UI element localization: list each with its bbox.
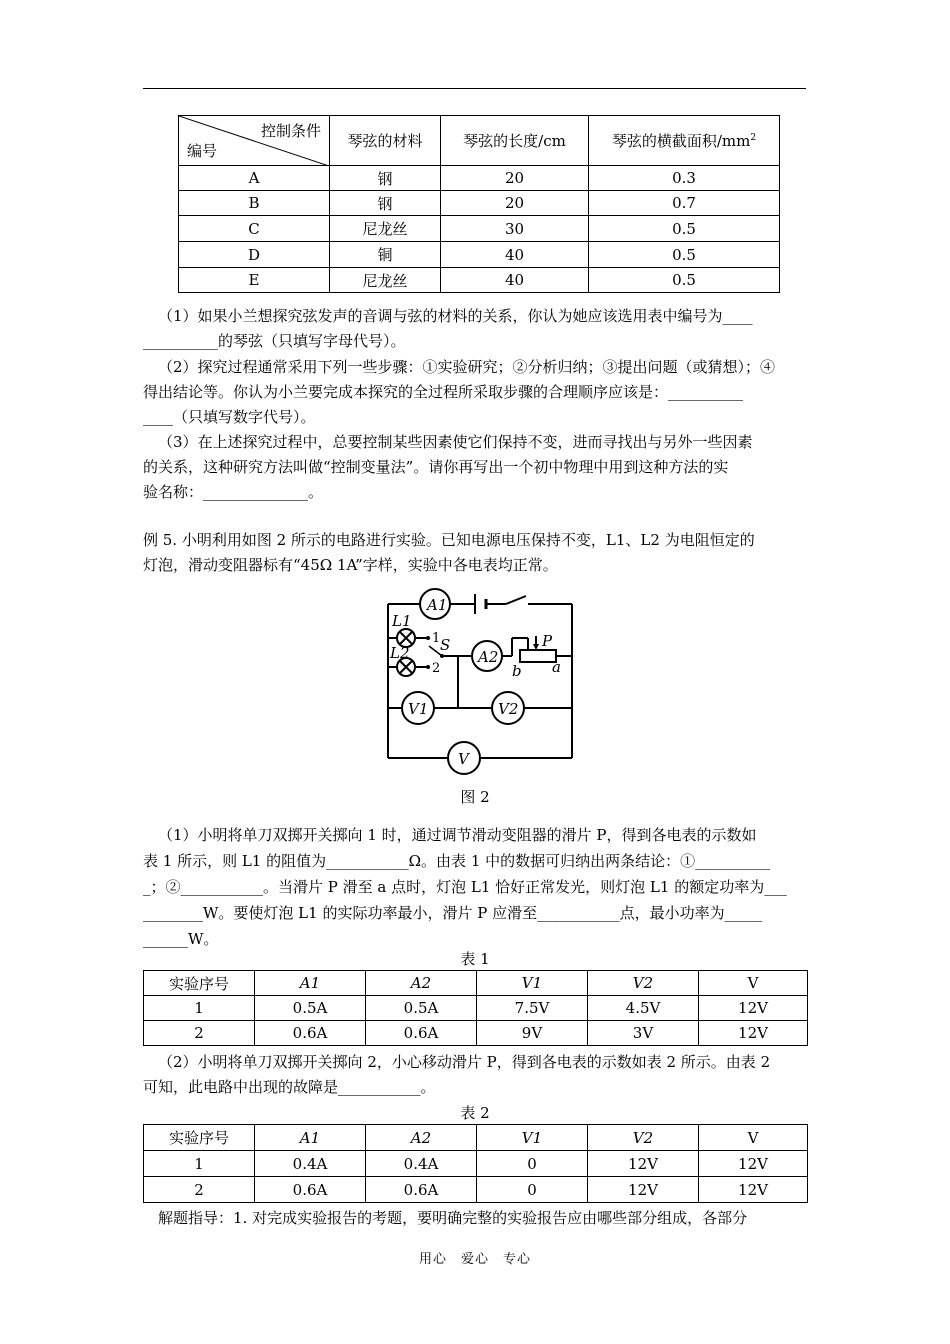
question-1: （1）如果小兰想探究弦发声的音调与弦的材料的关系，你认为她应该选用表中编号为____ __________的琴弦（只填写字母代号）。 (143, 307, 753, 350)
string-table (178, 115, 780, 293)
diagonal-header-cell (179, 116, 330, 166)
table-1 (143, 970, 808, 1046)
label-s: S (440, 636, 451, 654)
corner-top-label: 控制条件 (260, 122, 321, 140)
col-header: 琴弦的横截面积$/mm^2$ (589, 116, 780, 166)
col-header: 琴弦的材料 (330, 116, 441, 166)
table-2 (143, 1124, 808, 1203)
header-rule (143, 88, 806, 89)
solution-guide: 解题指导：1. 对完成实验报告的考题，要明确完整的实验报告应由哪些部分组成，各部分 (158, 1209, 748, 1227)
table-row: 2 0.6A 0.6A 9V 3V 12V (144, 1021, 808, 1046)
table-row: B 钢 20 0.7 (179, 191, 780, 216)
part-1-text: （1）小明将单刀双掷开关掷向 1 时，通过调节滑动变阻器的滑片 P，得到各电表的示数如 表 1 所示，则 L1 的阻值为___________Ω。由表 1 中的数据可归纳出两条结论：①__________ _；②___________。当滑片 P 滑至 a 点时，灯泡 L1 恰好正常发光，则灯泡 L1 的额定功率为___ ________W。要使灯泡 L1 的实际功率最小，滑片 P 应滑至___________点，最小功率为_____ ______W。 (143, 826, 787, 948)
label-1: 1 (432, 631, 441, 646)
table-row: A 钢 20 0.3 (179, 166, 780, 191)
label-a: a (552, 658, 561, 676)
table-1-caption: 表 1 (460, 950, 490, 968)
label-l1: L1 (392, 612, 412, 630)
table-2-caption: 表 2 (460, 1104, 490, 1122)
circuit-diagram (380, 588, 580, 778)
label-b: b (512, 662, 522, 680)
page-footer: 用心 爱心 专心 (418, 1252, 531, 1267)
table-header-row (179, 116, 780, 166)
figure-caption: 图 2 (460, 788, 490, 806)
label-l2: L2 (390, 644, 410, 662)
example-5: 例 5. 小明利用如图 2 所示的电路进行实验。已知电源电压保持不变，L1、L2 为电阻恒定的 灯泡，滑动变阻器标有“45Ω 1A”字样，实验中各电表均正常。 (143, 531, 755, 574)
label-2: 2 (432, 661, 441, 676)
table-row: 2 0.6A 0.6A 0 12V 12V (144, 1177, 808, 1203)
table-header-row: 实验序号 A1 A2 V1 V2 V (144, 1125, 808, 1151)
table-row: 1 0.4A 0.4A 0 12V 12V (144, 1151, 808, 1177)
label-v2: V2 (498, 700, 519, 718)
table-row: E 尼龙丝 40 0.5 (179, 268, 780, 293)
table-row: 1 0.5A 0.5A 7.5V 4.5V 12V (144, 996, 808, 1021)
label-v: V (458, 750, 469, 768)
label-p: P (542, 632, 553, 650)
col-header: 琴弦的长度/cm (441, 116, 589, 166)
question-2: （2）探究过程通常采用下列一些步骤：①实验研究；②分析归纳；③提出问题（或猜想）；④ 得出结论等。你认为小兰要完成本探究的全过程所采取步骤的合理顺序应该是：__________ ____（只填写数字代号）。 (143, 358, 776, 426)
label-a1: A1 (427, 596, 448, 614)
table-header-row: 实验序号 A1 A2 V1 V2 V (144, 971, 808, 996)
label-a2: A2 (478, 648, 499, 666)
label-v1: V1 (408, 700, 429, 718)
table-row: D 铜 40 0.5 (179, 242, 780, 268)
part-2-text: （2）小明将单刀双掷开关掷向 2，小心移动滑片 P，得到各电表的示数如表 2 所示。由表 2 可知，此电路中出现的故障是___________。 (143, 1053, 771, 1096)
table-row: C 尼龙丝 30 0.5 (179, 216, 780, 242)
question-3: （3）在上述探究过程中，总要控制某些因素使它们保持不变，进而寻找出与另外一些因素 的关系，这种研究方法叫做“控制变量法”。请你再写出一个初中物理中用到这种方法的实 验名称：______________。 (143, 433, 753, 501)
corner-bottom-label: 编号 (187, 142, 218, 160)
